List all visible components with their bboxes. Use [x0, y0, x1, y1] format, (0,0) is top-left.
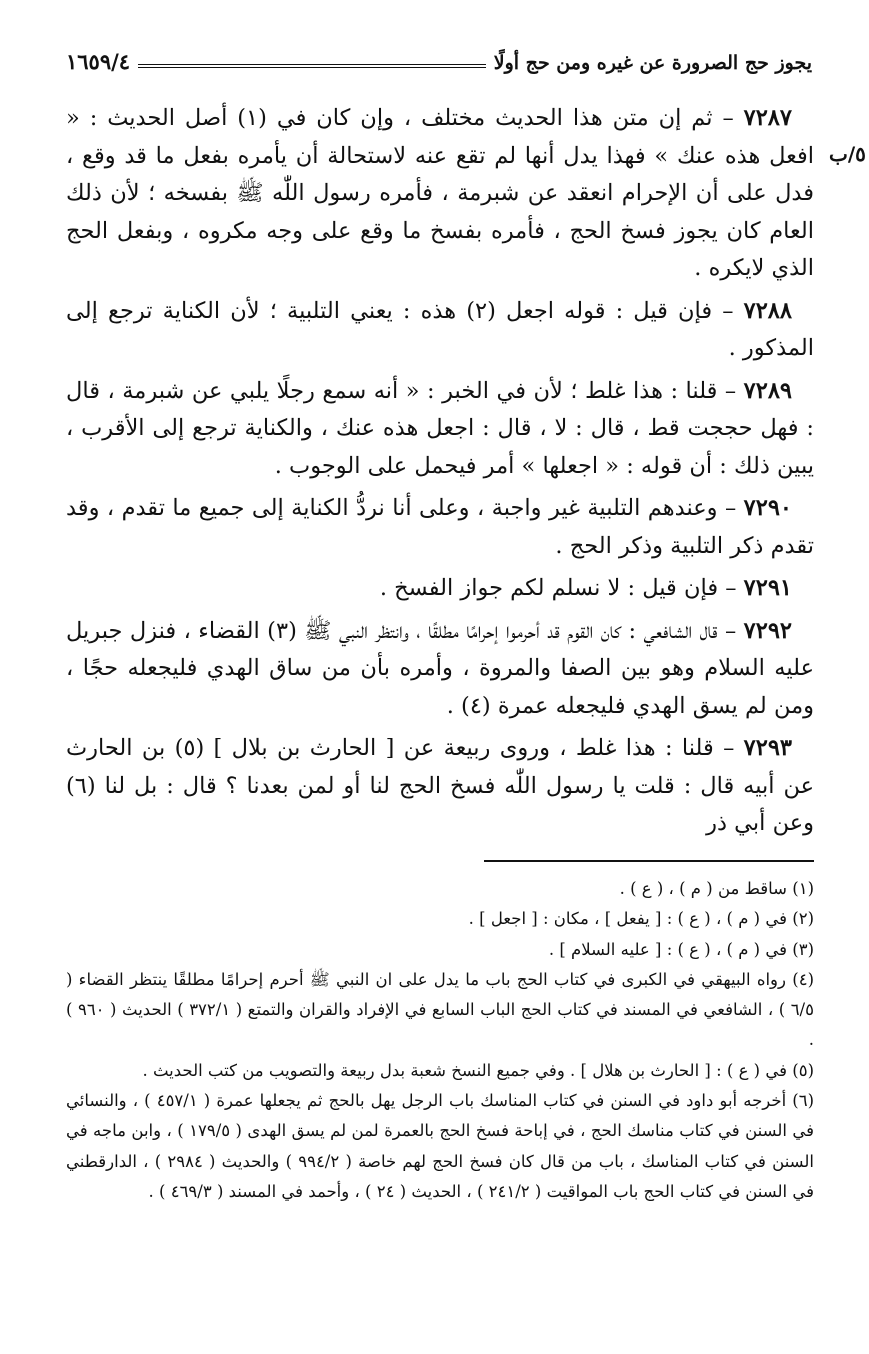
paragraph-7289: ٧٢٨٩ – قلنا : هذا غلط ؛ لأن في الخبر : « أنه سمع رجلًا يلبي عن شبرمة ، قال : فهل حججت قط ، قال : لا ، قال : اجعل هذه عنك ، والكناية ترجع إلى الأقرب ، يبين ذلك : أن قوله : « اجعلها » أمر فيحمل على الوجوب .	[66, 377, 814, 479]
footnote-5: (٥) في ( ع ) : [ الحارث بن هلال ] . وفي جميع النسخ شعبة بدل ربيعة والتصويب من كتب الحديث .	[142, 1060, 814, 1080]
margin-note: ٥/ب	[829, 142, 866, 166]
paragraph-7293: ٧٢٩٣ – قلنا : هذا غلط ، وروى ربيعة عن [ الحارث بن بلال ] (٥) بن الحارث عن أبيه قال : قلت يا رسول اللّٰه فسخ الحج لنا أو لمن بعدنا ؟ قال : بل لنا (٦) وعن أبي ذر	[66, 735, 814, 836]
paragraph-number: ٧٢٩٢	[743, 617, 792, 644]
paragraph-7288: ٧٢٨٨ – فإن قيل : قوله اجعل (٢) هذه : يعني التلبية ؛ لأن الكناية ترجع إلى المذكور .	[66, 297, 814, 361]
paragraph-number: ٧٢٨٩	[743, 377, 792, 404]
paragraph-number: ٧٢٩٠	[743, 495, 792, 521]
footnote-4: (٤) رواه البيهقي في الكبرى في كتاب الحج باب ما يدل على ان النبي ﷺ أحرم إحرامًا مطلقًا ينتظر القضاء ( ٦/٥ ) ، الشافعي في المسند في كتاب الحج الباب السابع في الإفراد والقران والتمتع ( ٣٧٢/١ ) الحديث ( ٩٦٠ ) .	[66, 969, 814, 1050]
paragraph-text: فإن قيل : قوله اجعل (٢) هذه : يعني التلبية ؛ لأن الكناية ترجع إلى المذكور .	[66, 297, 814, 361]
paragraph-text: ثم إن متن هذا الحديث مختلف ، وإن كان في (١) أصل الحديث : « افعل هذه عنك » فهذا يدل أنها لم تقع عنه لاستحالة أن يأمره بفعل ما قد وقع ، فدل على أن الإحرام انعقد عن شبرمة ، فأمره رسول اللّٰه ﷺ بفسخه ؛ لأن ذلك العام كان يجوز فسخ الحج ، فأمره بفسخ ما وقع على وجه مكروه ، وبفعل الحج الذي لايكره .	[66, 105, 814, 281]
header-rule	[138, 64, 486, 68]
paragraph-text: فإن قيل : لا نسلم لكم جواز الفسخ .	[379, 575, 719, 601]
paragraph-7292: ٧٢٩٢ – قال الشافعي : كان القوم قد أحرموا إحرامًا مطلقًا ، وانتظر النبي ﷺ (٣) القضاء ، فنزل جبريل عليه السلام وهو بين الصفا والمروة ، وأمره بأن من ساق الهدي فليجعله حجًا ، ومن لم يسق الهدي فليجعله عمرة (٤) .	[66, 617, 814, 719]
paragraph-7290: ٧٢٩٠ – وعندهم التلبية غير واجبة ، وعلى أنا نردُّ الكناية إلى جميع ما تقدم ، وقد تقدم ذكر التلبية وذكر الحج .	[66, 495, 814, 559]
paragraph-number: ٧٢٩١	[743, 575, 792, 601]
paragraph-7291: ٧٢٩١ – فإن قيل : لا نسلم لكم جواز الفسخ .	[379, 575, 792, 601]
footnotes	[66, 874, 814, 1207]
footnote-1: (١) ساقط من ( م ) ، ( ع ) .	[619, 879, 814, 898]
paragraph-text: قال الشافعي : كان القوم قد أحرموا إحرامًا مطلقًا ، وانتظر النبي ﷺ (٣) القضاء ، فنزل جبريل عليه السلام وهو بين الصفا والمروة ، وأمره بأن من ساق الهدي فليجعله حجًا ، ومن لم يسق الهدي فليجعله عمرة (٤) .	[66, 617, 814, 719]
paragraph-number: ٧٢٨٨	[743, 297, 792, 324]
page-number: ١٦٥٩/٤	[66, 49, 131, 74]
paragraph-text: قلنا : هذا غلط ؛ لأن في الخبر : « أنه سمع رجلًا يلبي عن شبرمة ، قال : فهل حججت قط ، قال : لا ، قال : اجعل هذه عنك ، والكناية ترجع إلى الأقرب ، يبين ذلك : أن قوله : « اجعلها » أمر فيحمل على الوجوب .	[66, 377, 814, 479]
running-header	[66, 44, 812, 74]
paragraph-number: ٧٢٩٣	[743, 735, 792, 761]
running-title: يجوز حج الصرورة عن غيره ومن حج أولًا	[493, 52, 812, 74]
paragraph-text: قلنا : هذا غلط ، وروى ربيعة عن [ الحارث بن بلال ] (٥) بن الحارث عن أبيه قال : قلت يا رسول اللّٰه فسخ الحج لنا أو لمن بعدنا ؟ قال : بل لنا (٦) وعن أبي ذر	[66, 735, 814, 836]
footnote-3: (٣) في ( م ) ، ( ع ) : [ عليه السلام ] .	[548, 939, 814, 959]
main-text	[66, 100, 814, 848]
footnote-2: (٢) في ( م ) ، ( ع ) : [ يفعل ] ، مكان : [ اجعل ] .	[468, 909, 814, 929]
paragraph-text: وعندهم التلبية غير واجبة ، وعلى أنا نردُّ الكناية إلى جميع ما تقدم ، وقد تقدم ذكر التلبية وذكر الحج .	[66, 495, 814, 559]
footnote-6: (٦) أخرجه أبو داود في السنن في كتاب المناسك باب الرجل يهل بالحج ثم يجعلها عمرة ( ٤٥٧/١ ) ، والنسائي في السنن في كتاب مناسك الحج ، في إباحة فسخ الحج بالعمرة لمن لم يسق الهدى ( ١٧٩/٥ ) ، وابن ماجه في السنن في كتاب المناسك ، باب من قال كان فسخ الحج لهم خاصة ( ٩٩٤/٢ ) والحديث ( ٢٩٨٤ ) ، الدارقطني في السنن في كتاب الحج باب المواقيت ( ٢٤١/٢ ) ، الحديث ( ٢٤ ) ، وأحمد في المسند ( ٤٦٩/٣ ) .	[66, 1091, 815, 1201]
paragraph-7287: ٧٢٨٧ – ثم إن متن هذا الحديث مختلف ، وإن كان في (١) أصل الحديث : « افعل هذه عنك » فهذا يدل أنها لم تقع عنه لاستحالة أن يأمره بفعل ما قد وقع ، فدل على أن الإحرام انعقد عن شبرمة ، فأمره رسول اللّٰه ﷺ بفسخه ؛ لأن ذلك العام كان يجوز فسخ الحج ، فأمره بفسخ ما وقع على وجه مكروه ، وبفعل الحج الذي لايكره .	[66, 105, 814, 281]
paragraph-number: ٧٢٨٧	[743, 105, 792, 131]
footnote-separator	[484, 860, 814, 862]
